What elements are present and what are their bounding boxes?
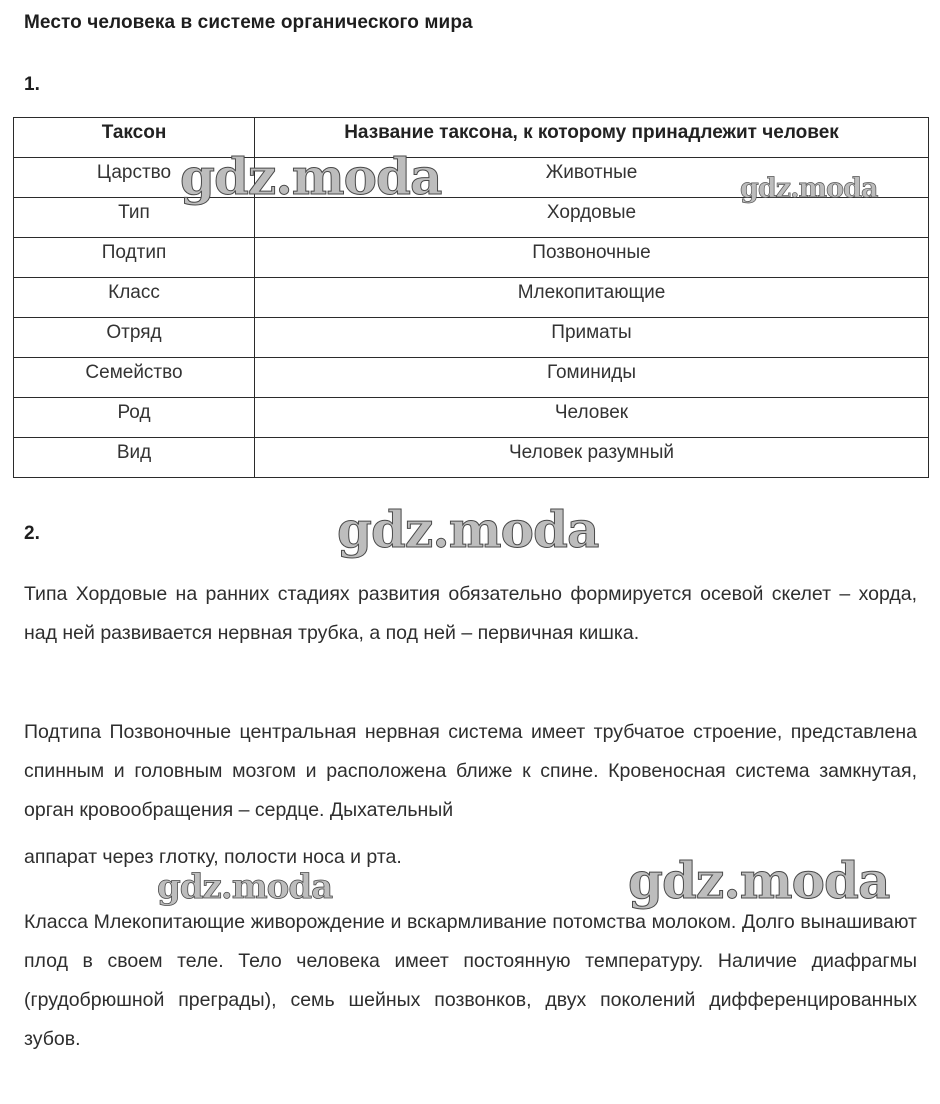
table-header-row [14,118,929,158]
table-row [14,238,929,278]
taxon-name-cell: Млекопитающие [255,278,929,318]
taxon-name-cell: Животные [255,158,929,198]
taxon-name-cell: Человек разумный [255,438,929,478]
paragraph-vertebrates [24,713,917,877]
watermark-logo: gdz.moda [180,147,442,206]
taxon-cell: Род [14,398,255,438]
taxon-name-cell: Позвоночные [255,238,929,278]
paragraph-chordates: Типа Хордовые на ранних стадиях развития обязательно формируется осевой скелет – хорда, над ней развивается нервная трубка, а под ней – первичная кишка. [24,583,917,644]
watermark-logo: gdz.moda [628,851,890,910]
taxon-name-cell: Человек [255,398,929,438]
table-row [14,398,929,438]
taxon-cell: Класс [14,278,255,318]
table-row [14,198,929,238]
taxon-name-cell: Гоминиды [255,358,929,398]
taxon-name-cell: Приматы [255,318,929,358]
table-row [14,278,929,318]
taxon-cell: Вид [14,438,255,478]
header-taxon: Таксон [14,118,255,158]
taxon-cell: Семейство [14,358,255,398]
taxon-name-cell: Хордовые [255,198,929,238]
table-row [14,158,929,198]
taxon-cell: Отряд [14,318,255,358]
table-row [14,358,929,398]
watermark-logo: gdz.moda [740,173,878,204]
section-number-1: 1. [24,74,40,95]
taxon-cell: Подтип [14,238,255,278]
taxon-cell: Тип [14,198,255,238]
watermark-logo: gdz.moda [157,867,333,907]
header-taxon-name: Название таксона, к которому принадлежит человек [255,118,929,158]
table-row [14,438,929,478]
paragraph-vertebrates-body: Подтипа Позвоночные центральная нервная система имеет трубчатое строение, представлена спинным и головным мозгом и расположена ближе к спине. Кровеносная система замкнутая, орган кровообращения – сердце. Дыхательный [24,721,917,821]
page-title: Место человека в системе органического мира [24,12,473,33]
taxon-table [13,117,929,478]
taxon-cell: Царство [14,158,255,198]
paragraph-vertebrates-last-line: аппарат через глотку, полости носа и рта. [24,846,402,868]
paragraph-mammals: Класса Млекопитающие живорождение и вскармливание потомства молоком. Долго вынашивают плод в своем теле. Тело человека имеет постоянную температуру. Наличие диафрагмы (грудобрюшной преграды), семь шейных позвонков, двух поколений дифференцированных зубов. [24,911,917,1050]
watermark-logo: gdz.moda [337,500,599,559]
section-number-2: 2. [24,523,40,544]
table-row [14,318,929,358]
